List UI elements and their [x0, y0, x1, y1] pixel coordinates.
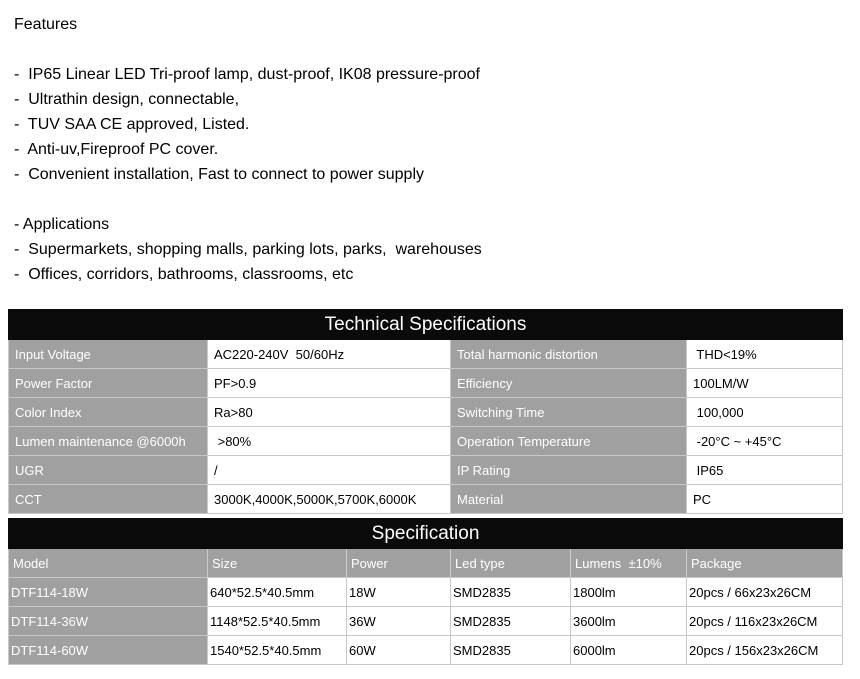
features-section	[14, 12, 482, 287]
feature-item: - TUV SAA CE approved, Listed.	[14, 116, 250, 133]
spec-value: AC220-240V 50/60Hz	[208, 340, 451, 369]
table-row	[9, 398, 843, 427]
table-cell: 20pcs / 66x23x26CM	[687, 578, 843, 607]
specification-title: Specification	[9, 519, 843, 549]
spec-label: UGR	[9, 456, 208, 485]
spacer	[14, 187, 482, 212]
spec-value: THD<19%	[687, 340, 843, 369]
spec-value: 100,000	[687, 398, 843, 427]
spec-value: PC	[687, 485, 843, 514]
spec-value: Ra>80	[208, 398, 451, 427]
spec-label: Power Factor	[9, 369, 208, 398]
model-cell: DTF114-36W	[9, 607, 208, 636]
table-row	[9, 636, 843, 665]
application-item: - Offices, corridors, bathrooms, classrooms, etc	[14, 266, 354, 283]
column-header: Lumens ±10%	[571, 549, 687, 578]
model-cell: DTF114-18W	[9, 578, 208, 607]
spec-label: Lumen maintenance @6000h	[9, 427, 208, 456]
spec-value: -20°C ~ +45°C	[687, 427, 843, 456]
table-header-row	[9, 549, 843, 578]
column-header: Package	[687, 549, 843, 578]
table-cell: 1540*52.5*40.5mm	[208, 636, 347, 665]
feature-item: - Convenient installation, Fast to connect to power supply	[14, 166, 424, 183]
spec-label: Input Voltage	[9, 340, 208, 369]
column-header: Led type	[451, 549, 571, 578]
features-heading: Features	[14, 16, 78, 33]
table-cell: 6000lm	[571, 636, 687, 665]
table-cell: SMD2835	[451, 578, 571, 607]
table-cell: 18W	[347, 578, 451, 607]
spec-value: 3000K,4000K,5000K,5700K,6000K	[208, 485, 451, 514]
model-cell: DTF114-60W	[9, 636, 208, 665]
spec-label: Efficiency	[451, 369, 687, 398]
table-cell: SMD2835	[451, 607, 571, 636]
spec-label: CCT	[9, 485, 208, 514]
spec-value: >80%	[208, 427, 451, 456]
spec-label: Switching Time	[451, 398, 687, 427]
table-row	[9, 340, 843, 369]
table-cell: 60W	[347, 636, 451, 665]
table-row	[9, 369, 843, 398]
table-cell: 1800lm	[571, 578, 687, 607]
technical-specifications-title: Technical Specifications	[9, 310, 843, 340]
table-cell: SMD2835	[451, 636, 571, 665]
table-row	[9, 578, 843, 607]
spec-label: Material	[451, 485, 687, 514]
spec-value: IP65	[687, 456, 843, 485]
spec-value: PF>0.9	[208, 369, 451, 398]
table-row	[9, 607, 843, 636]
feature-item: - Ultrathin design, connectable,	[14, 91, 240, 108]
spec-label: Color Index	[9, 398, 208, 427]
technical-specifications-table	[8, 309, 843, 514]
column-header: Size	[208, 549, 347, 578]
spec-value: /	[208, 456, 451, 485]
feature-item: - IP65 Linear LED Tri-proof lamp, dust-proof, IK08 pressure-proof	[14, 66, 480, 83]
table-cell: 1148*52.5*40.5mm	[208, 607, 347, 636]
table-row	[9, 485, 843, 514]
spec-value: 100LM/W	[687, 369, 843, 398]
spec-label: IP Rating	[451, 456, 687, 485]
table-cell: 640*52.5*40.5mm	[208, 578, 347, 607]
column-header: Power	[347, 549, 451, 578]
spacer	[14, 37, 482, 62]
table-cell: 20pcs / 116x23x26CM	[687, 607, 843, 636]
specification-table	[8, 518, 843, 665]
application-item: - Supermarkets, shopping malls, parking lots, parks, warehouses	[14, 241, 482, 258]
table-cell: 3600lm	[571, 607, 687, 636]
spec-label: Operation Temperature	[451, 427, 687, 456]
spec-label: Total harmonic distortion	[451, 340, 687, 369]
feature-item: - Anti-uv,Fireproof PC cover.	[14, 141, 219, 158]
applications-heading: - Applications	[14, 216, 110, 233]
table-cell: 36W	[347, 607, 451, 636]
column-header: Model	[9, 549, 208, 578]
table-cell: 20pcs / 156x23x26CM	[687, 636, 843, 665]
table-row	[9, 456, 843, 485]
table-row	[9, 427, 843, 456]
